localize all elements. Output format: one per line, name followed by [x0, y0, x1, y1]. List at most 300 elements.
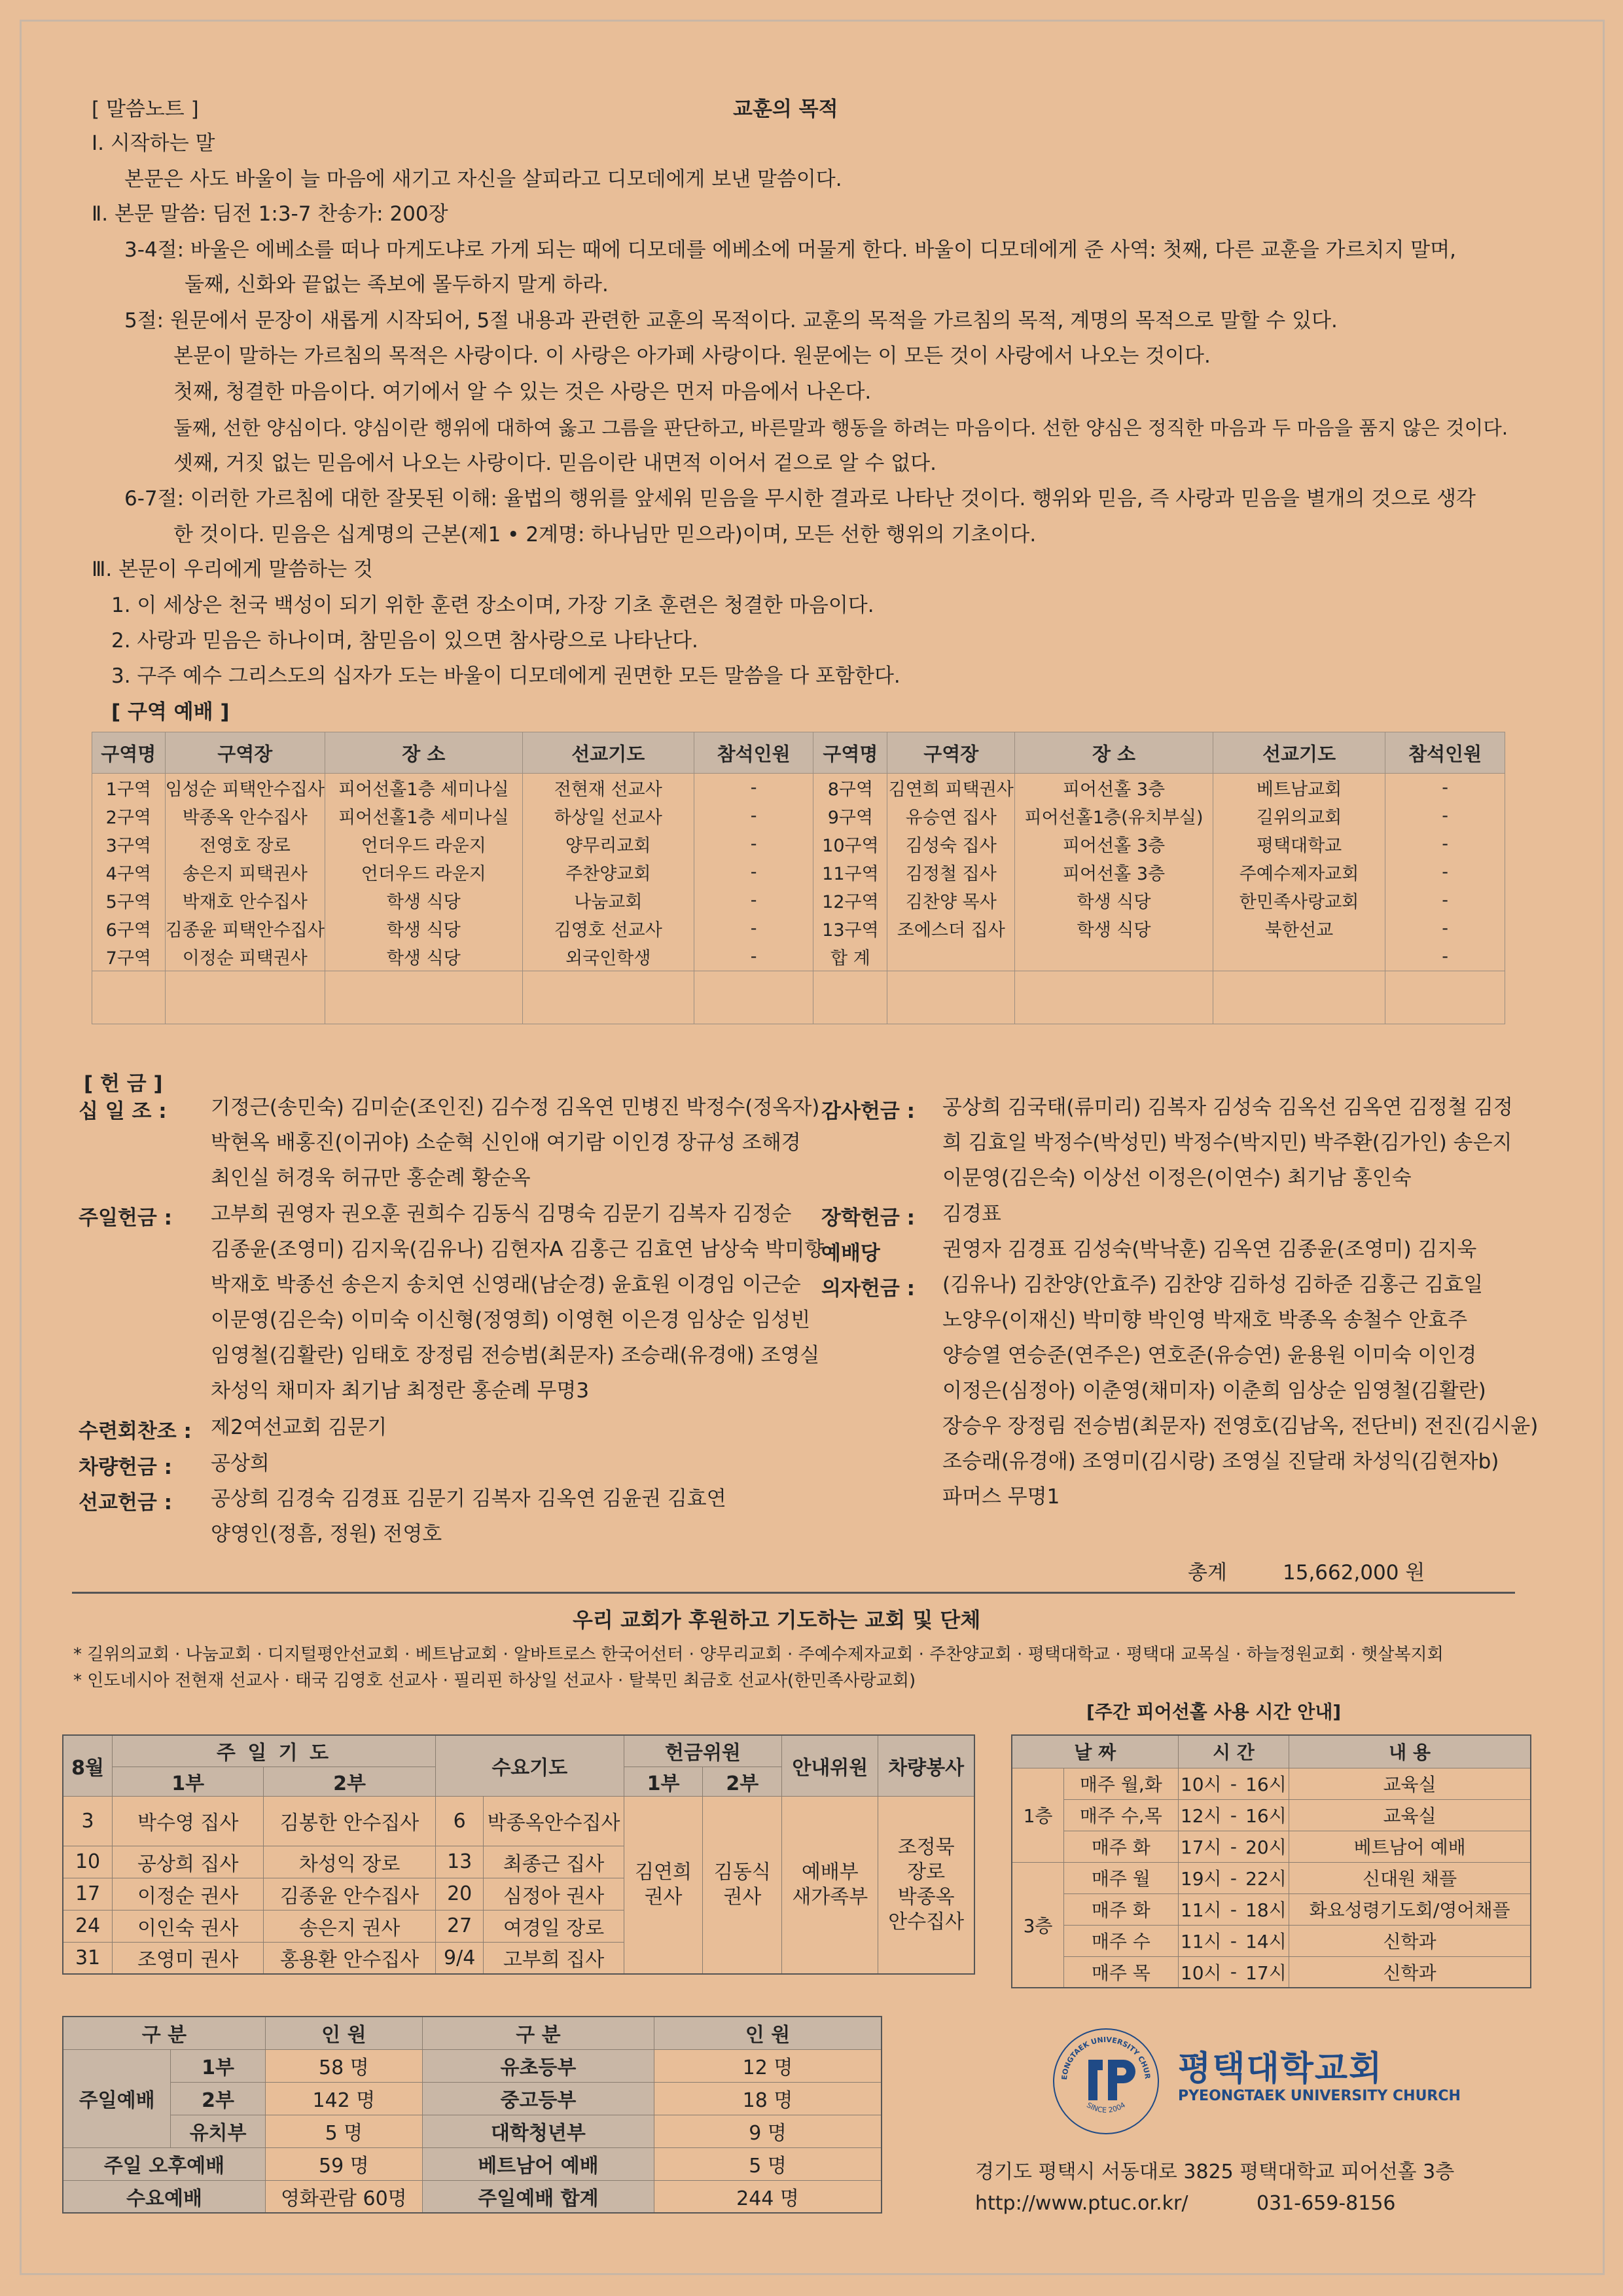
committee-title: 권사	[723, 1885, 762, 1909]
tithe-label: 십 일 조 :	[79, 1100, 167, 1123]
zone-cell: 1구역	[92, 774, 166, 802]
offering-committee-1	[624, 1796, 703, 1974]
divider	[72, 1592, 1515, 1594]
mission-offering-names	[211, 1481, 726, 1552]
zone-cell: 언더우드 라운지	[325, 858, 522, 886]
zone-cell: -	[1385, 830, 1505, 858]
zone-row	[92, 802, 1505, 830]
zone-cell: 9구역	[813, 802, 887, 830]
attend-label: 주일 오후예배	[63, 2147, 265, 2180]
hall-content: 신대원 채플	[1289, 1862, 1531, 1893]
hall-start: 11시	[1178, 1925, 1224, 1956]
offering-committee-header: 헌금위원	[624, 1735, 782, 1767]
support-line-1: * 길위의교회 · 나눔교회 · 디지털평안선교회 · 베트남교회 · 알바트로스 한국어선터 · 양무리교회 · 주예수제자교회 · 주찬양교회 · 평택대학교 · 평택대 교목실 · 하늘정원교회 · 햇살복지회	[73, 1645, 1444, 1664]
wednesday-prayer-header: 수요기도	[435, 1735, 624, 1796]
zone-empty-cell	[694, 971, 813, 1024]
hall-dash: -	[1224, 1799, 1243, 1831]
seal-bottom-text: SINCE 2004	[1085, 2100, 1127, 2115]
zone-cell: 학생 식당	[1015, 914, 1213, 942]
hall-end: 14시	[1243, 1925, 1289, 1956]
usher-team	[782, 1796, 878, 1974]
offering-label: [ 헌 금 ]	[84, 1072, 163, 1096]
duty-date: 24	[63, 1910, 113, 1942]
hall-day: 매주 월	[1064, 1862, 1178, 1893]
duty-first: 공상희 집사	[113, 1846, 264, 1878]
car-offering-label: 차량헌금 :	[79, 1456, 172, 1479]
zone-cell: 김종윤 피택안수집사	[165, 914, 325, 942]
zone-empty-cell	[92, 971, 166, 1024]
zone-empty-cell	[1015, 971, 1213, 1024]
duty-second: 홍용환 안수집사	[264, 1942, 436, 1974]
duty-row	[63, 1796, 974, 1846]
duty-wed-date: 20	[435, 1878, 484, 1910]
zone-row	[92, 886, 1505, 914]
zone-cell: -	[694, 774, 813, 802]
verse-6-7-line-1: 6-7절: 이러한 가르침에 대한 잘못된 이해: 율법의 행위를 앞세워 믿음을 무시한 결과로 나타난 것이다. 행위와 믿음, 즉 사랑과 믿음을 별개의 것으로 생각	[124, 487, 1476, 511]
attend-cat-header: 구 분	[63, 2017, 265, 2049]
hall-end: 20시	[1243, 1831, 1289, 1862]
sunday-offering-label: 주일헌금 :	[79, 1206, 172, 1230]
duty-wed: 박종옥안수집사	[484, 1796, 624, 1846]
tithe-line: 최인실 허경욱 허규만 홍순례 황순옥	[211, 1166, 531, 1190]
church-name: 평택대학교회	[1178, 2049, 1383, 2089]
hall-time-header: 시 간	[1178, 1735, 1289, 1768]
hall-content: 신학과	[1289, 1925, 1531, 1956]
attend-label: 주일예배 합계	[422, 2180, 654, 2213]
total-label: 총계	[1188, 1561, 1227, 1585]
zone-worship-label: [ 구역 예배 ]	[111, 700, 230, 724]
zone-cell: 학생 식당	[325, 886, 522, 914]
support-line-2: * 인도네시아 전현재 선교사 · 태국 김영호 선교사 · 필리핀 하상일 선교사 · 탈북민 최금호 선교사(한민족사랑교회)	[73, 1671, 916, 1691]
hall-start: 10시	[1178, 1768, 1224, 1799]
zone-cell: -	[1385, 886, 1505, 914]
zone-empty-cell	[813, 971, 887, 1024]
hall-end: 22시	[1243, 1862, 1289, 1893]
scholarship-label: 장학헌금 :	[821, 1206, 915, 1230]
zone-cell: 8구역	[813, 774, 887, 802]
committee-name: 김동식	[713, 1860, 771, 1884]
zone-cell: -	[694, 942, 813, 971]
car-line: 박종옥	[897, 1885, 955, 1909]
zone-cell: 합 계	[813, 942, 887, 971]
attend-value: 59 명	[265, 2147, 422, 2180]
zone-empty-cell	[887, 971, 1015, 1024]
zone-cell: 피어선홀1층 세미나실	[325, 774, 522, 802]
attend-label: 수요예배	[63, 2180, 265, 2213]
hall-table-body	[1012, 1768, 1531, 1988]
mission-line: 공상희 김경숙 김경표 김문기 김복자 김옥연 김윤권 김효연	[211, 1487, 726, 1511]
zone-cell: 학생 식당	[1015, 886, 1213, 914]
svg-text:PYEONGTAEK UNIVERSITY CHURCH	[1050, 2026, 1152, 2080]
duty-date: 31	[63, 1942, 113, 1974]
hall-dash: -	[1224, 1831, 1243, 1862]
committee-name: 김연희	[635, 1860, 692, 1884]
tithe-names	[211, 1090, 819, 1196]
verse-5-line-3: 첫째, 청결한 마음이다. 여기에서 알 수 있는 것은 사랑은 먼저 마음에서 나온다.	[173, 380, 872, 404]
zone-cell: 박재호 안수집사	[165, 886, 325, 914]
zone-cell: -	[694, 830, 813, 858]
hall-day: 매주 목	[1064, 1956, 1178, 1988]
duty-second: 송은지 권사	[264, 1910, 436, 1942]
thanks-names	[942, 1090, 1513, 1196]
zone-cell: -	[1385, 914, 1505, 942]
scholarship-names: 김경표	[942, 1202, 1001, 1226]
floor-label: 1층	[1012, 1768, 1064, 1862]
duty-first: 박수영 집사	[113, 1796, 264, 1846]
zone-cell: 13구역	[813, 914, 887, 942]
mission-offering-label: 선교헌금 :	[79, 1491, 172, 1515]
zone-cell: -	[1385, 942, 1505, 971]
zone-col-header: 선교기도	[1213, 732, 1385, 774]
church-phone: 031-659-8156	[1257, 2192, 1396, 2215]
duty-date: 3	[63, 1796, 113, 1846]
attend-label: 베트남어 예배	[422, 2147, 654, 2180]
zone-empty-row	[92, 971, 1505, 1024]
hall-start: 19시	[1178, 1862, 1224, 1893]
car-line: 장로	[907, 1860, 946, 1884]
sunday-line: 임영철(김활란) 임태호 장정림 전승범(최문자) 조승래(유경애) 조영실	[211, 1344, 820, 1367]
duty-wed: 최종근 집사	[484, 1846, 624, 1878]
verse-5-line-4: 둘째, 선한 양심이다. 양심이란 행위에 대하여 옳고 그름을 판단하고, 바른말과 행동을 하려는 마음이다. 선한 양심은 정직한 마음과 두 마음을 품지 않은 것이다.	[173, 417, 1508, 439]
section-1-body: 본문은 사도 바울이 늘 마음에 새기고 자신을 살피라고 디모데에게 보낸 말씀이다.	[124, 168, 842, 191]
zone-empty-cell	[325, 971, 522, 1024]
zone-cell: 이정순 피택권사	[165, 942, 325, 971]
zone-cell: 피어선홀1층 세미나실	[325, 802, 522, 830]
duty-wed: 여경일 장로	[484, 1910, 624, 1942]
attend-label: 대학청년부	[422, 2115, 654, 2147]
committee-title: 권사	[644, 1885, 683, 1909]
zone-cell: 하상일 선교사	[522, 802, 694, 830]
zone-empty-cell	[1213, 971, 1385, 1024]
duty-second: 김종윤 안수집사	[264, 1878, 436, 1910]
zone-cell: 송은지 피택권사	[165, 858, 325, 886]
zone-cell: 김찬양 목사	[887, 886, 1015, 914]
hall-row	[1012, 1831, 1531, 1862]
attend-label: 유치부	[171, 2115, 266, 2147]
duty-date: 10	[63, 1846, 113, 1878]
thanks-line: 희 김효일 박정수(박성민) 박정수(박지민) 박주환(김가인) 송은지	[942, 1131, 1512, 1155]
zone-col-header: 참석인원	[694, 732, 813, 774]
hall-row	[1012, 1925, 1531, 1956]
zone-cell: 김영호 선교사	[522, 914, 694, 942]
zone-cell: -	[694, 914, 813, 942]
duty-second: 김봉한 안수집사	[264, 1796, 436, 1846]
zone-row	[92, 830, 1505, 858]
hall-start: 10시	[1178, 1956, 1224, 1988]
zone-cell: 주예수제자교회	[1213, 858, 1385, 886]
offering-first-header: 1부	[624, 1767, 703, 1796]
hall-row	[1012, 1956, 1531, 1988]
zone-empty-cell	[165, 971, 325, 1024]
hall-schedule-table	[1011, 1734, 1531, 1988]
zone-cell: 전영호 장로	[165, 830, 325, 858]
hall-dash: -	[1224, 1893, 1243, 1925]
zone-cell: 한민족사랑교회	[1213, 886, 1385, 914]
floor-label: 3층	[1012, 1862, 1064, 1988]
car-service-team	[878, 1796, 974, 1974]
zone-cell: 김성숙 집사	[887, 830, 1015, 858]
duty-second: 차성익 장로	[264, 1846, 436, 1878]
car-service-header: 차량봉사	[878, 1735, 974, 1796]
seal-top-text: EONGTAEK UNIVERSITY CHUR	[1060, 2035, 1152, 2081]
retreat-names: 제2여선교회 김문기	[211, 1416, 387, 1439]
zone-table-body	[92, 774, 1505, 1024]
zone-cell: 양무리교회	[522, 830, 694, 858]
hall-end: 16시	[1243, 1799, 1289, 1831]
zone-cell: 4구역	[92, 858, 166, 886]
zone-cell: 언더우드 라운지	[325, 830, 522, 858]
zone-cell: 주찬양교회	[522, 858, 694, 886]
zone-cell: 피어선홀 3층	[1015, 830, 1213, 858]
zone-cell: 학생 식당	[325, 942, 522, 971]
zone-cell: 길위의교회	[1213, 802, 1385, 830]
offering-committee-2	[703, 1796, 782, 1974]
church-name-en: PYEONGTAEK UNIVERSITY CHURCH	[1178, 2088, 1461, 2104]
usher-line: 새가족부	[792, 1885, 868, 1909]
attend-value: 18 명	[654, 2082, 882, 2115]
usher-line: 예배부	[801, 1860, 859, 1884]
thanks-line: 이문영(김은숙) 이상선 이정은(이연수) 최기남 홍인숙	[942, 1166, 1412, 1190]
zone-col-header: 장 소	[325, 732, 522, 774]
zone-cell	[1015, 942, 1213, 971]
zone-empty-cell	[522, 971, 694, 1024]
zone-cell: -	[694, 802, 813, 830]
sunday-line: 박재호 박종선 송은지 송치연 신영래(남순경) 윤효원 이경임 이근순	[211, 1273, 801, 1297]
hall-end: 18시	[1243, 1893, 1289, 1925]
attend-value: 9 명	[654, 2115, 882, 2147]
duty-first: 이인숙 권사	[113, 1910, 264, 1942]
support-title: 우리 교회가 후원하고 기도하는 교회 및 단체	[573, 1607, 981, 1632]
zone-cell: 평택대학교	[1213, 830, 1385, 858]
hall-start: 11시	[1178, 1893, 1224, 1925]
verse-3-4-line-1: 3-4절: 바울은 에베소를 떠나 마게도냐로 가게 되는 때에 디모데를 에베소에 머물게 한다. 바울이 디모데에게 준 사역: 첫째, 다른 교훈을 가르치지 말며,	[124, 238, 1457, 262]
zone-cell: 북한선교	[1213, 914, 1385, 942]
zone-col-header: 구역명	[813, 732, 887, 774]
attend-label: 중고등부	[422, 2082, 654, 2115]
attend-cat-header: 구 분	[422, 2017, 654, 2049]
zone-row	[92, 774, 1505, 802]
verse-5-line-5: 셋째, 거짓 없는 믿음에서 나오는 사랑이다. 믿음이란 내면적 이어서 겉으로 알 수 없다.	[173, 452, 936, 475]
zone-cell: 피어선홀 3층	[1015, 858, 1213, 886]
hall-content: 교육실	[1289, 1768, 1531, 1799]
retreat-label: 수련회찬조 :	[79, 1420, 192, 1443]
zone-cell: 12구역	[813, 886, 887, 914]
point-1: 1. 이 세상은 천국 백성이 되기 위한 훈련 장소이며, 가장 기초 훈련은 청결한 마음이다.	[111, 594, 874, 617]
hall-date-header: 날 짜	[1012, 1735, 1178, 1768]
thanks-line: 공상희 김국태(류미리) 김복자 김성숙 김옥선 김옥연 김정철 김정	[942, 1096, 1513, 1119]
zone-cell: -	[1385, 858, 1505, 886]
duty-date: 17	[63, 1878, 113, 1910]
section-3-heading: Ⅲ. 본문이 우리에게 말씀하는 것	[92, 558, 373, 581]
zone-cell: 6구역	[92, 914, 166, 942]
hall-content-header: 내 용	[1289, 1735, 1531, 1768]
hall-day: 매주 수	[1064, 1925, 1178, 1956]
zone-worship-table	[92, 732, 1505, 1024]
zone-col-header: 구역장	[887, 732, 1015, 774]
sunday-offering-names	[211, 1196, 824, 1408]
chair-line: 조승래(유경애) 조영미(김시랑) 조영실 진달래 차성익(김현자b)	[942, 1450, 1499, 1473]
church-logo	[1050, 2026, 1162, 2137]
point-3: 3. 구주 예수 그리스도의 십자가 도는 바울이 디모데에게 권면한 모든 말씀을 다 포함한다.	[111, 664, 901, 688]
sermon-title: 교훈의 목적	[733, 98, 838, 121]
chair-line: (김유나) 김찬양(안효주) 김찬양 김하성 김하준 김홍근 김효일	[942, 1273, 1484, 1297]
hall-content: 베트남어 예배	[1289, 1831, 1531, 1862]
hall-end: 17시	[1243, 1956, 1289, 1988]
zone-cell: 나눔교회	[522, 886, 694, 914]
zone-col-header: 참석인원	[1385, 732, 1505, 774]
svg-text:SINCE 2004	[1085, 2101, 1127, 2115]
hall-content: 신학과	[1289, 1956, 1531, 1988]
month-header: 8월	[63, 1735, 113, 1796]
zone-cell: 전현재 선교사	[522, 774, 694, 802]
sanctuary-names: 권영자 김경표 김성숙(박낙훈) 김옥연 김종윤(조영미) 김지욱	[942, 1238, 1477, 1261]
sunday-line: 이문영(김은숙) 이미숙 이신형(정영희) 이영현 이은경 임상순 임성빈	[211, 1308, 811, 1332]
zone-cell: 유승연 집사	[887, 802, 1015, 830]
duty-table	[62, 1734, 975, 1975]
zone-col-header: 선교기도	[522, 732, 694, 774]
zone-cell: 조에스더 집사	[887, 914, 1015, 942]
verse-5-line-1: 5절: 원문에서 문장이 새롭게 시작되어, 5절 내용과 관련한 교훈의 목적이다. 교훈의 목적을 가르침의 목적, 계명의 목적으로 말할 수 있다.	[124, 309, 1338, 332]
chair-line: 이정은(심정아) 이춘영(채미자) 이춘희 임상순 임영철(김활란)	[942, 1379, 1486, 1403]
chair-offering-names	[942, 1267, 1538, 1515]
hall-row	[1012, 1893, 1531, 1925]
attend-count-header: 인 원	[265, 2017, 422, 2049]
church-seal-icon	[1050, 2026, 1162, 2137]
hall-row	[1012, 1768, 1531, 1799]
zone-cell: 외국인학생	[522, 942, 694, 971]
duty-first: 이정순 권사	[113, 1878, 264, 1910]
mission-line: 양영인(정흠, 정원) 전영호	[211, 1522, 442, 1546]
duty-first: 조영미 권사	[113, 1942, 264, 1974]
hall-start: 17시	[1178, 1831, 1224, 1862]
attend-value: 58 명	[265, 2049, 422, 2082]
zone-cell: 5구역	[92, 886, 166, 914]
hall-row	[1012, 1862, 1531, 1893]
zone-cell: -	[694, 858, 813, 886]
hall-dash: -	[1224, 1768, 1243, 1799]
usher-header: 안내위원	[782, 1735, 878, 1796]
zone-cell: -	[1385, 774, 1505, 802]
duty-wed: 고부희 집사	[484, 1942, 624, 1974]
zone-cell	[887, 942, 1015, 971]
hall-dash: -	[1224, 1862, 1243, 1893]
zone-empty-cell	[1385, 971, 1505, 1024]
zone-cell: 김정철 집사	[887, 858, 1015, 886]
section-2-heading: Ⅱ. 본문 말씀: 딤전 1:3-7 찬송가: 200장	[92, 202, 448, 226]
hall-day: 매주 화	[1064, 1893, 1178, 1925]
chair-line: 장승우 장정림 전승범(최문자) 전영호(김남옥, 전단비) 전진(김시윤)	[942, 1414, 1539, 1438]
sunday-line: 차성익 채미자 최기남 최정란 홍순례 무명3	[211, 1379, 590, 1403]
attend-label: 유초등부	[422, 2049, 654, 2082]
zone-cell: 피어선홀 3층	[1015, 774, 1213, 802]
zone-col-header: 구역장	[165, 732, 325, 774]
car-line: 안수집사	[888, 1910, 965, 1933]
sunday-line: 김종윤(조영미) 김지욱(김유나) 김현자A 김홍근 김효연 남상숙 박미향	[211, 1238, 825, 1261]
verse-5-line-2: 본문이 말하는 가르침의 목적은 사랑이다. 이 사랑은 아가페 사랑이다. 원문에는 이 모든 것이 사랑에서 나오는 것이다.	[173, 344, 1211, 368]
attend-value: 244 명	[654, 2180, 882, 2213]
hall-dash: -	[1224, 1925, 1243, 1956]
attend-value: 12 명	[654, 2049, 882, 2082]
attend-value: 5 명	[265, 2115, 422, 2147]
tithe-line: 기정근(송민숙) 김미순(조인진) 김수정 김옥연 민병진 박정수(정옥자)	[211, 1096, 820, 1119]
sanctuary-label: 예배당	[821, 1242, 880, 1265]
zone-cell	[1213, 942, 1385, 971]
duty-wed-date: 27	[435, 1910, 484, 1942]
duty-wed-date: 13	[435, 1846, 484, 1878]
hall-end: 16시	[1243, 1768, 1289, 1799]
chair-offering-label: 의자헌금 :	[821, 1277, 915, 1300]
zone-row	[92, 858, 1505, 886]
hall-day: 매주 화	[1064, 1831, 1178, 1862]
second-service-header: 2부	[264, 1767, 436, 1796]
hall-schedule-title: [주간 피어선홀 사용 시간 안내]	[1086, 1701, 1342, 1723]
church-address: 경기도 평택시 서동대로 3825 평택대학교 피어선홀 3층	[975, 2161, 1455, 2183]
section-1-heading: Ⅰ. 시작하는 말	[92, 132, 215, 155]
first-service-header: 1부	[113, 1767, 264, 1796]
hall-day: 매주 수,목	[1064, 1799, 1178, 1831]
zone-cell: 박종옥 안수집사	[165, 802, 325, 830]
hall-content: 교육실	[1289, 1799, 1531, 1831]
offering-second-header: 2부	[703, 1767, 782, 1796]
verse-3-4-line-2: 둘째, 신화와 끝없는 족보에 몰두하지 말게 하라.	[185, 273, 609, 296]
attend-label: 2부	[171, 2082, 266, 2115]
verse-6-7-line-2: 한 것이다. 믿음은 십계명의 근본(제1 • 2계명: 하나님만 믿으라)이며, 모든 선한 행위의 기초이다.	[173, 523, 1037, 547]
hall-day: 매주 월,화	[1064, 1768, 1178, 1799]
zone-cell: 김연희 피택권사	[887, 774, 1015, 802]
hall-start: 12시	[1178, 1799, 1224, 1831]
sermon-label: [ 말씀노트 ]	[92, 98, 199, 121]
zone-row	[92, 914, 1505, 942]
zone-cell: -	[1385, 802, 1505, 830]
hall-row	[1012, 1799, 1531, 1831]
chair-line: 파머스 무명1	[942, 1485, 1060, 1509]
attend-value: 142 명	[265, 2082, 422, 2115]
duty-wed: 심정아 권사	[484, 1878, 624, 1910]
church-url[interactable]: http://www.ptuc.or.kr/	[975, 2192, 1188, 2215]
attend-value: 영화관람 60명	[265, 2180, 422, 2213]
zone-cell: 7구역	[92, 942, 166, 971]
duty-wed-date: 6	[435, 1796, 484, 1846]
chair-line: 노양우(이재신) 박미향 박인영 박재호 박종옥 송철수 안효주	[942, 1308, 1468, 1332]
zone-cell: 학생 식당	[325, 914, 522, 942]
sunday-worship-label: 주일예배	[63, 2049, 171, 2147]
zone-cell: 베트남교회	[1213, 774, 1385, 802]
total-amount: 15,662,000 원	[1283, 1561, 1425, 1585]
zone-col-header: 구역명	[92, 732, 166, 774]
sunday-prayer-header: 주 일 기 도	[113, 1735, 436, 1767]
zone-cell: 2구역	[92, 802, 166, 830]
attendance-table	[62, 2016, 882, 2214]
zone-cell: 3구역	[92, 830, 166, 858]
tithe-line: 박현옥 배홍진(이귀야) 소순혁 신인애 여기람 이인경 장규성 조해경	[211, 1131, 801, 1155]
attend-count-header: 인 원	[654, 2017, 882, 2049]
car-offering-names: 공상희	[211, 1452, 270, 1475]
chair-line: 양승열 연승준(연주은) 연호준(유승연) 윤용원 이미숙 이인경	[942, 1344, 1477, 1367]
zone-cell: 11구역	[813, 858, 887, 886]
point-2: 2. 사랑과 믿음은 하나이며, 참믿음이 있으면 참사랑으로 나타난다.	[111, 629, 698, 653]
duty-wed-date: 9/4	[435, 1942, 484, 1974]
zone-cell: -	[694, 886, 813, 914]
hall-dash: -	[1224, 1956, 1243, 1988]
zone-cell: 피어선홀1층(유치부실)	[1015, 802, 1213, 830]
zone-col-header: 장 소	[1015, 732, 1213, 774]
hall-content: 화요성령기도회/영어채플	[1289, 1893, 1531, 1925]
zone-cell: 임성순 피택안수집사	[165, 774, 325, 802]
car-line: 조정묵	[897, 1835, 955, 1859]
zone-cell: 10구역	[813, 830, 887, 858]
sunday-line: 고부희 권영자 권오훈 권희수 김동식 김명숙 김문기 김복자 김정순	[211, 1202, 792, 1226]
thanks-label: 감사헌금 :	[821, 1100, 915, 1123]
